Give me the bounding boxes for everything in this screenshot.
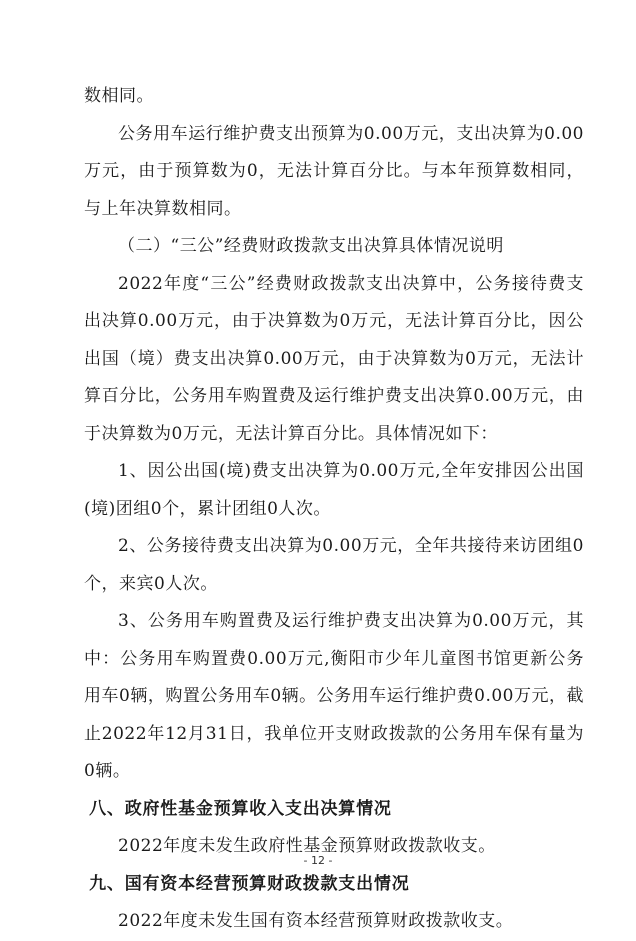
- paragraph-vehicle-maintenance: 公务用车运行维护费支出预算为0.00万元，支出决算为0.00万元，由于预算数为0，无法计算百分比。与本年预算数相同，与上年决算数相同。: [84, 123, 584, 219]
- subsection-title: （二）“三公”经费财政拨款支出决算具体情况说明: [118, 236, 504, 256]
- paragraph-official-vehicles: 3、公务用车购置费及运行维护费支出决算为0.00万元，其中：公务用车购置费0.00万元,衡阳市少年儿童图书馆更新公务用车0辆，购置公务用车0辆。公务用车运行维护费0.00万元，截止2022年12月31日，我单位开支财政拨款的公务用车保有量为0辆。: [84, 611, 584, 781]
- page-number: - 12 -: [303, 854, 333, 867]
- body-text: [84, 78, 584, 941]
- paragraph-state-capital: 2022年度未发生国有资本经营预算财政拨款收支。: [118, 911, 514, 931]
- paragraph-three-public-summary: 2022年度“三公”经费财政拨款支出决算中，公务接待费支出决算0.00万元，由于决算数为0万元，无法计算百分比，因公出国（境）费支出决算0.00万元，由于决算数为0万元，无法计算百分比，公务用车购置费及运行维护费支出决算0.00万元，由于决算数为0万元，无法计算百分比。具体情况如下：: [84, 273, 584, 444]
- section-heading-government-fund: 八、政府性基金预算收入支出决算情况: [89, 798, 392, 819]
- paragraph-government-fund: 2022年度未发生政府性基金预算财政拨款收支。: [118, 836, 496, 856]
- paragraph-official-reception: 2、公务接待费支出决算为0.00万元，全年共接待来访团组0个，来宾0人次。: [84, 536, 584, 594]
- paragraph-overseas-travel: 1、因公出国(境)费支出决算为0.00万元,全年安排因公出国(境)团组0个，累计团组0人次。: [84, 461, 584, 519]
- section-heading-state-capital: 九、国有资本经营预算财政拨款支出情况: [89, 873, 410, 894]
- paragraph-continuation: 数相同。: [84, 86, 154, 106]
